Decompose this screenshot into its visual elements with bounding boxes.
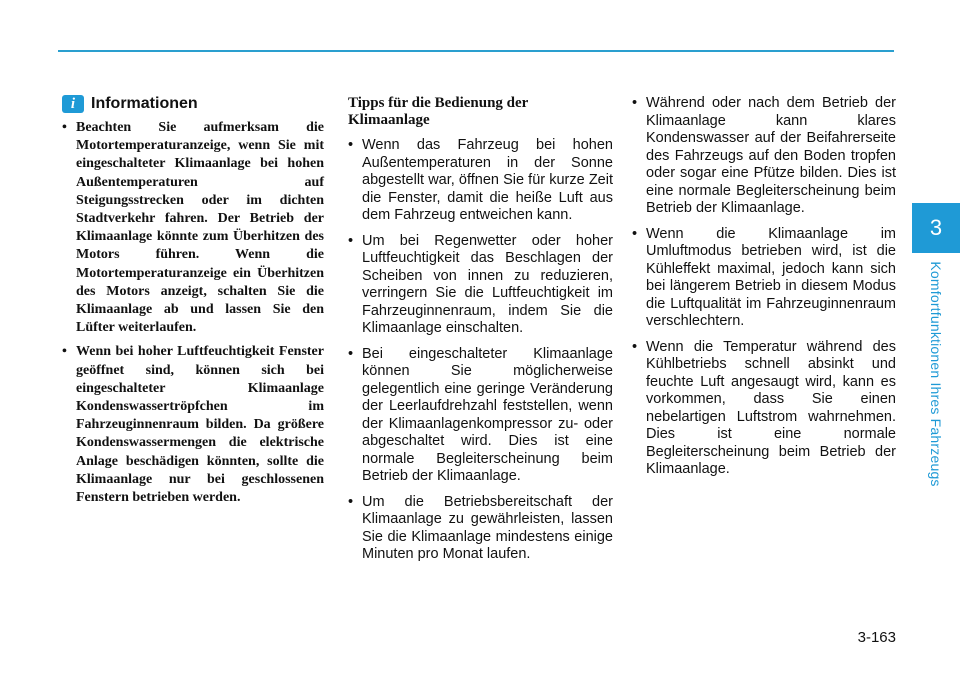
list-item: • Wenn die Temperatur während des Kühlbetriebs schnell absinkt und feuchte Luft angesaugt wird, kann es vorkommen, dass Sie einen nebelartigen Luftstrom wahrnehmen. Dies ist eine normale Begleiterscheinung beim Betrieb der Klimaanlage. bbox=[632, 339, 896, 479]
more-tips-list bbox=[632, 95, 896, 479]
list-item: • Beachten Sie aufmerksam die Motortemperaturanzeige, wenn Sie mit eingeschalteter Klimaanlage bei hohen Außentemperaturen auf Steigungsstrecken oder im dichten Stadtverkehr fahren. Der Betrieb der Klimaanlage könnte zum Überhitzen des Motors führen. Wenn die Motortemperaturanzeige ein Überhitzen des Motors anzeigt, schalten Sie die Klimaanlage ab und lassen Sie den Lüfter weiterlaufen. bbox=[62, 119, 324, 337]
info-heading-text: Informationen bbox=[91, 95, 198, 112]
tips-column bbox=[348, 95, 613, 572]
page-number: 3-163 bbox=[857, 629, 896, 646]
list-item: • Bei eingeschalteter Klimaanlage können Sie möglicherweise gelegentlich eine geringe Veränderung der Leerlaufdrehzahl feststellen, wenn der Klimaanlagenkompressor zu- oder abgeschaltet wird. Dies ist eine normale Begleiterscheinung beim Betrieb der Klimaanlage. bbox=[348, 346, 613, 486]
header-rule bbox=[58, 50, 894, 52]
info-list bbox=[62, 119, 324, 507]
info-heading bbox=[62, 95, 324, 113]
more-tips-column bbox=[632, 95, 896, 487]
list-item: • Wenn die Klimaanlage im Umluftmodus betrieben wird, ist die Kühleffekt maximal, jedoch kann sich bei längerem Betrieb in diesem Modus die Luftqualität im Fahrzeuginnenraum verschlechtern. bbox=[632, 226, 896, 331]
chapter-title: Komfortfunktionen Ihres Fahrzeugs bbox=[928, 261, 944, 487]
list-item: • Während oder nach dem Betrieb der Klimaanlage kann klares Kondenswasser auf der Beifahrerseite des Fahrzeugs auf den Boden tropfen oder sogar eine Pfütze bilden. Dies ist eine normale Begleiterscheinung beim Betrieb der Klimaanlage. bbox=[632, 95, 896, 218]
info-icon: i bbox=[62, 95, 84, 113]
tips-list bbox=[348, 137, 613, 564]
info-column bbox=[62, 95, 324, 513]
list-item: • Um die Betriebsbereitschaft der Klimaanlage zu gewährleisten, lassen Sie die Klimaanlage mindestens einige Minuten pro Monat laufen. bbox=[348, 494, 613, 564]
list-item: • Wenn bei hoher Luftfeuchtigkeit Fenster geöffnet sind, können sich bei eingeschalteter Klimaanlage Kondenswassertröpfchen im Fahrzeuginnenraum bilden. Da größere Kondenswassermengen die elektrische Anlage beschädigen könnten, sollte die Klimaanlage nur bei geschlossenen Fenstern betrieben werden. bbox=[62, 343, 324, 507]
tips-heading: Tipps für die Bedienung der Klimaanlage bbox=[348, 95, 529, 128]
list-item: • Wenn das Fahrzeug bei hohen Außentemperaturen in der Sonne abgestellt war, öffnen Sie für kurze Zeit die Fenster, damit die heiße Luft aus dem Fahrzeug entweichen kann. bbox=[348, 137, 613, 225]
chapter-number: 3 bbox=[929, 215, 943, 240]
chapter-number-tab bbox=[912, 203, 960, 253]
list-item: • Um bei Regenwetter oder hoher Luftfeuchtigkeit das Beschlagen der Scheiben von innen zu reduzieren, verringern Sie die Luftfeuchtigkeit im Fahrzeuginnenraum, indem Sie die Klimaanlage einschalten. bbox=[348, 233, 613, 338]
